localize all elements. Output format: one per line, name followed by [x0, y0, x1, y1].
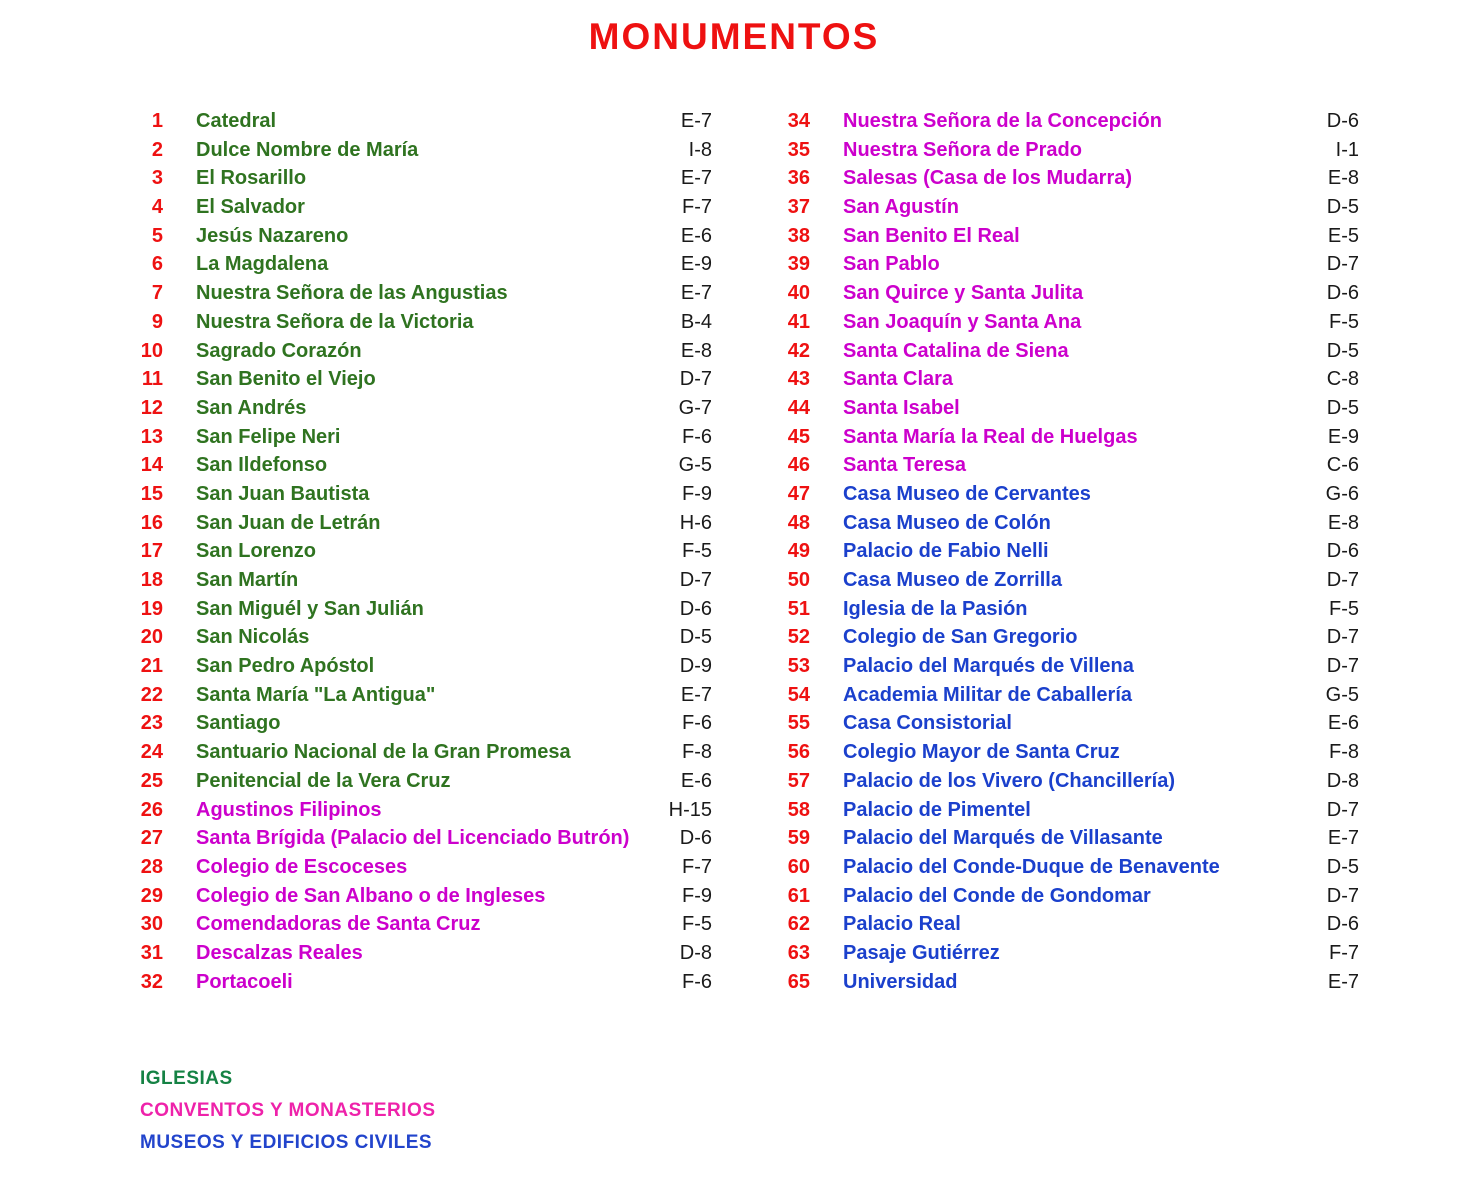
map-coordinate: E-9: [1327, 425, 1359, 448]
monument-row: [123, 311, 712, 340]
monument-number: 46: [787, 454, 810, 477]
monument-row: [770, 885, 1359, 914]
map-coordinate: D-6: [679, 827, 712, 850]
monument-number: 1: [151, 110, 163, 132]
monument-row: [770, 712, 1359, 741]
monument-number: 23: [140, 712, 163, 735]
monument-name: Nuestra Señora de la Victoria: [196, 310, 474, 333]
monument-row: [770, 540, 1359, 569]
map-coordinate: H-15: [668, 798, 712, 821]
monument-row: [123, 426, 712, 455]
monument-number: 49: [787, 540, 810, 563]
monument-number: 50: [787, 569, 810, 591]
monument-name: Portacoeli: [196, 970, 293, 993]
map-coordinate: D-6: [1326, 110, 1359, 132]
map-coordinate: E-7: [680, 110, 712, 132]
monument-number: 54: [787, 683, 810, 706]
map-coordinate: D-8: [1326, 769, 1359, 792]
map-coordinate: E-6: [680, 224, 712, 247]
monument-name: San Juan Bautista: [196, 482, 370, 505]
monument-name: San Felipe Neri: [196, 425, 341, 448]
monument-row: [770, 483, 1359, 512]
monument-name: Penitencial de la Vera Cruz: [196, 769, 451, 792]
monument-number: 24: [140, 741, 163, 764]
monument-number: 40: [787, 282, 810, 305]
map-coordinate: D-5: [679, 626, 712, 649]
map-coordinate: G-5: [678, 454, 712, 477]
monument-name: Sagrado Corazón: [196, 339, 362, 362]
monument-number: 7: [151, 282, 163, 305]
monument-name: Colegio de Escoceses: [196, 855, 408, 878]
monument-row: [123, 799, 712, 828]
monument-row: [123, 196, 712, 225]
monument-row: [770, 913, 1359, 942]
monument-name: Palacio de Fabio Nelli: [843, 540, 1049, 563]
monument-name: Nuestra Señora de las Angustias: [196, 282, 508, 305]
monument-row: [123, 139, 712, 168]
monument-row: [123, 340, 712, 369]
monument-number: 32: [140, 970, 163, 993]
monument-name: Santiago: [196, 712, 281, 735]
monument-row: [770, 368, 1359, 397]
monument-row: [770, 426, 1359, 455]
monument-name: San Quirce y Santa Julita: [843, 282, 1084, 305]
monument-number: 47: [787, 482, 810, 505]
monument-row: [123, 110, 712, 139]
monument-number: 35: [787, 138, 810, 161]
monument-name: San Juan de Letrán: [196, 511, 381, 534]
monument-number: 34: [787, 110, 810, 132]
monument-row: [123, 827, 712, 856]
monument-row: [123, 253, 712, 282]
monument-row: [770, 282, 1359, 311]
map-coordinate: F-9: [682, 482, 712, 505]
map-coordinate: D-9: [679, 655, 712, 678]
map-coordinate: D-8: [679, 941, 712, 964]
monument-number: 56: [787, 741, 810, 764]
monument-row: [123, 913, 712, 942]
monument-number: 26: [140, 798, 163, 821]
monument-number: 62: [787, 913, 810, 936]
monument-number: 55: [787, 712, 810, 735]
monument-row: [770, 311, 1359, 340]
monument-number: 51: [787, 597, 810, 620]
monument-name: Santa Clara: [843, 368, 954, 391]
map-coordinate: D-7: [1326, 798, 1359, 821]
monument-row: [770, 110, 1359, 139]
monument-row: [770, 684, 1359, 713]
map-coordinate: F-5: [682, 540, 712, 563]
map-coordinate: E-7: [680, 282, 712, 305]
monument-row: [770, 971, 1359, 1000]
monument-name: Colegio de San Albano o de Ingleses: [196, 884, 546, 907]
monument-number: 5: [151, 224, 163, 247]
monument-name: Universidad: [843, 970, 958, 993]
monument-name: Palacio del Conde-Duque de Benavente: [843, 855, 1220, 878]
monument-row: [123, 770, 712, 799]
monument-name: Palacio de los Vivero (Chancillería): [843, 769, 1175, 792]
monument-number: 60: [787, 855, 810, 878]
monument-number: 10: [140, 339, 163, 362]
monument-name: San Benito el Viejo: [196, 368, 376, 391]
page-title: MONUMENTOS: [588, 16, 880, 57]
monument-row: [123, 885, 712, 914]
map-coordinate: E-6: [680, 769, 712, 792]
map-coordinate: D-7: [679, 368, 712, 391]
map-coordinate: E-6: [1327, 712, 1359, 735]
monument-row: [123, 540, 712, 569]
monument-number: 53: [787, 655, 810, 678]
monument-number: 58: [787, 798, 810, 821]
monument-row: [123, 512, 712, 541]
monument-name: San Pedro Apóstol: [196, 655, 375, 678]
map-coordinate: C-8: [1326, 368, 1359, 391]
monuments-column-left: [123, 110, 712, 999]
monument-row: [770, 770, 1359, 799]
monument-name: Casa Museo de Colón: [843, 511, 1051, 534]
legend-item-museos: MUSEOS Y EDIFICIOS CIVILES: [140, 1132, 433, 1154]
map-coordinate: B-4: [680, 310, 712, 333]
monument-name: Dulce Nombre de María: [196, 138, 419, 161]
map-coordinate: G-7: [678, 396, 712, 419]
monument-name: San Benito El Real: [843, 224, 1020, 247]
monument-row: [770, 139, 1359, 168]
monument-name: Santa María "La Antigua": [196, 683, 436, 706]
monument-number: 36: [787, 167, 810, 190]
map-coordinate: D-7: [1326, 655, 1359, 678]
monument-number: 38: [787, 224, 810, 247]
map-coordinate: F-9: [682, 884, 712, 907]
monument-name: Casa Consistorial: [843, 712, 1012, 735]
map-coordinate: E-9: [680, 253, 712, 276]
monument-number: 22: [140, 683, 163, 706]
map-coordinate: D-6: [1326, 282, 1359, 305]
monument-name: Santuario Nacional de la Gran Promesa: [196, 741, 571, 764]
monument-number: 13: [140, 425, 163, 448]
map-coordinate: G-5: [1325, 683, 1359, 706]
map-coordinate: F-5: [1329, 310, 1359, 333]
map-coordinate: E-8: [1327, 167, 1359, 190]
monument-name: Casa Museo de Zorrilla: [843, 569, 1062, 591]
monument-name: Descalzas Reales: [196, 941, 363, 964]
monument-number: 17: [140, 540, 163, 563]
monument-number: 27: [140, 827, 163, 850]
monument-row: [770, 569, 1359, 598]
monument-number: 43: [787, 368, 810, 391]
monument-row: [123, 655, 712, 684]
monument-row: [770, 454, 1359, 483]
monument-name: Comendadoras de Santa Cruz: [196, 913, 481, 936]
monument-number: 31: [140, 941, 163, 964]
monument-name: Santa Catalina de Siena: [843, 339, 1069, 362]
monument-name: Palacio del Conde de Gondomar: [843, 884, 1151, 907]
monument-name: Nuestra Señora de la Concepción: [843, 110, 1162, 132]
monument-name: Colegio Mayor de Santa Cruz: [843, 741, 1120, 764]
monument-name: La Magdalena: [196, 253, 329, 276]
monument-name: Palacio del Marqués de Villasante: [843, 827, 1163, 850]
legend-item-conventos: CONVENTOS Y MONASTERIOS: [140, 1100, 436, 1122]
monument-number: 4: [151, 196, 163, 219]
monument-name: El Rosarillo: [196, 167, 307, 190]
monument-name: Casa Museo de Cervantes: [843, 482, 1091, 505]
map-coordinate: E-7: [1327, 970, 1359, 993]
map-coordinate: F-5: [1329, 597, 1359, 620]
monument-name: Santa María la Real de Huelgas: [843, 425, 1138, 448]
monument-number: 19: [140, 597, 163, 620]
monument-row: [123, 971, 712, 1000]
monument-row: [770, 942, 1359, 971]
monument-row: [123, 684, 712, 713]
monument-number: 30: [140, 913, 163, 936]
monuments-column-right: [770, 110, 1359, 999]
monument-row: [770, 598, 1359, 627]
monument-row: [123, 483, 712, 512]
monument-row: [770, 741, 1359, 770]
map-coordinate: F-6: [682, 712, 712, 735]
monument-name: Palacio del Marqués de Villena: [843, 655, 1134, 678]
map-coordinate: C-6: [1326, 454, 1359, 477]
monument-row: [123, 741, 712, 770]
monument-row: [123, 454, 712, 483]
map-coordinate: F-6: [682, 425, 712, 448]
monument-name: Iglesia de la Pasión: [843, 597, 1028, 620]
map-coordinate: F-7: [682, 855, 712, 878]
monument-number: 37: [787, 196, 810, 219]
monument-number: 12: [140, 396, 163, 419]
monument-number: 42: [787, 339, 810, 362]
monument-name: Jesús Nazareno: [196, 224, 349, 247]
map-coordinate: D-7: [1326, 884, 1359, 907]
monument-number: 29: [140, 884, 163, 907]
monument-name: San Joaquín y Santa Ana: [843, 310, 1082, 333]
monument-number: 44: [787, 396, 810, 419]
map-coordinate: I-8: [688, 138, 712, 161]
monument-row: [123, 942, 712, 971]
map-coordinate: D-7: [679, 569, 712, 591]
monument-name: Salesas (Casa de los Mudarra): [843, 167, 1133, 190]
map-coordinate: F-6: [682, 970, 712, 993]
monument-number: 52: [787, 626, 810, 649]
monument-name: San Nicolás: [196, 626, 310, 649]
monument-name: Palacio Real: [843, 913, 961, 936]
map-coordinate: E-7: [680, 167, 712, 190]
monument-row: [123, 598, 712, 627]
monument-number: 63: [787, 941, 810, 964]
monument-name: San Miguél y San Julián: [196, 597, 424, 620]
monument-number: 20: [140, 626, 163, 649]
map-coordinate: E-7: [1327, 827, 1359, 850]
monument-name: Catedral: [196, 110, 277, 132]
monument-number: 39: [787, 253, 810, 276]
monument-name: Agustinos Filipinos: [196, 798, 382, 821]
map-coordinate: D-7: [1326, 569, 1359, 591]
monument-row: [770, 655, 1359, 684]
monument-name: San Andrés: [196, 396, 307, 419]
monument-number: 61: [787, 884, 810, 907]
map-coordinate: D-5: [1326, 339, 1359, 362]
map-coordinate: G-6: [1325, 482, 1359, 505]
monument-row: [770, 340, 1359, 369]
map-coordinate: F-8: [682, 741, 712, 764]
monument-row: [770, 856, 1359, 885]
monument-row: [770, 196, 1359, 225]
monument-row: [123, 856, 712, 885]
monument-number: 6: [151, 253, 163, 276]
monument-row: [123, 569, 712, 598]
map-coordinate: E-8: [680, 339, 712, 362]
monument-number: 9: [151, 310, 163, 333]
monument-number: 48: [787, 511, 810, 534]
map-coordinate: D-7: [1326, 253, 1359, 276]
monument-row: [123, 626, 712, 655]
map-coordinate: E-7: [680, 683, 712, 706]
monument-row: [123, 225, 712, 254]
monument-number: 2: [151, 138, 163, 161]
monument-name: Pasaje Gutiérrez: [843, 941, 1000, 964]
monument-row: [123, 368, 712, 397]
monument-number: 28: [140, 855, 163, 878]
monument-number: 3: [151, 167, 163, 190]
monument-number: 41: [787, 310, 810, 333]
monument-name: San Pablo: [843, 253, 940, 276]
map-coordinate: H-6: [679, 511, 712, 534]
monument-row: [123, 167, 712, 196]
monument-row: [770, 225, 1359, 254]
monument-name: San Martín: [196, 569, 299, 591]
map-coordinate: D-6: [679, 597, 712, 620]
map-coordinate: D-5: [1326, 196, 1359, 219]
legend-item-iglesias: IGLESIAS: [140, 1068, 233, 1090]
map-coordinate: D-6: [1326, 913, 1359, 936]
monument-number: 21: [140, 655, 163, 678]
map-coordinate: D-5: [1326, 396, 1359, 419]
monument-name: Colegio de San Gregorio: [843, 626, 1078, 649]
legend: [140, 1063, 1468, 1159]
map-coordinate: F-7: [682, 196, 712, 219]
monument-name: Santa Brígida (Palacio del Licenciado Butrón): [196, 827, 630, 850]
monument-name: San Agustín: [843, 196, 959, 219]
monument-name: Nuestra Señora de Prado: [843, 138, 1082, 161]
map-coordinate: E-5: [1327, 224, 1359, 247]
monument-row: [123, 712, 712, 741]
monument-number: 45: [787, 425, 810, 448]
map-coordinate: D-7: [1326, 626, 1359, 649]
monument-name: El Salvador: [196, 196, 305, 219]
monuments-list: [123, 110, 1468, 999]
monument-name: Santa Isabel: [843, 396, 960, 419]
monument-name: Palacio de Pimentel: [843, 798, 1031, 821]
monument-number: 57: [787, 769, 810, 792]
monument-name: San Ildefonso: [196, 454, 328, 477]
monument-row: [770, 626, 1359, 655]
monument-row: [770, 397, 1359, 426]
monument-number: 59: [787, 827, 810, 850]
map-coordinate: F-7: [1329, 941, 1359, 964]
map-coordinate: F-8: [1329, 741, 1359, 764]
monument-number: 65: [787, 970, 810, 993]
monument-number: 18: [140, 569, 163, 591]
monument-name: Santa Teresa: [843, 454, 967, 477]
monument-row: [770, 827, 1359, 856]
map-coordinate: D-6: [1326, 540, 1359, 563]
monument-number: 11: [141, 368, 163, 391]
monument-row: [770, 512, 1359, 541]
map-coordinate: I-1: [1335, 138, 1359, 161]
map-coordinate: E-8: [1327, 511, 1359, 534]
monument-number: 15: [140, 482, 163, 505]
monument-number: 25: [140, 769, 163, 792]
monument-name: San Lorenzo: [196, 540, 317, 563]
monument-row: [770, 799, 1359, 828]
monument-row: [123, 282, 712, 311]
monument-name: Academia Militar de Caballería: [843, 683, 1133, 706]
map-coordinate: F-5: [682, 913, 712, 936]
monument-number: 14: [140, 454, 163, 477]
monument-row: [770, 253, 1359, 282]
monument-row: [123, 397, 712, 426]
map-coordinate: D-5: [1326, 855, 1359, 878]
monument-number: 16: [140, 511, 163, 534]
monument-row: [770, 167, 1359, 196]
